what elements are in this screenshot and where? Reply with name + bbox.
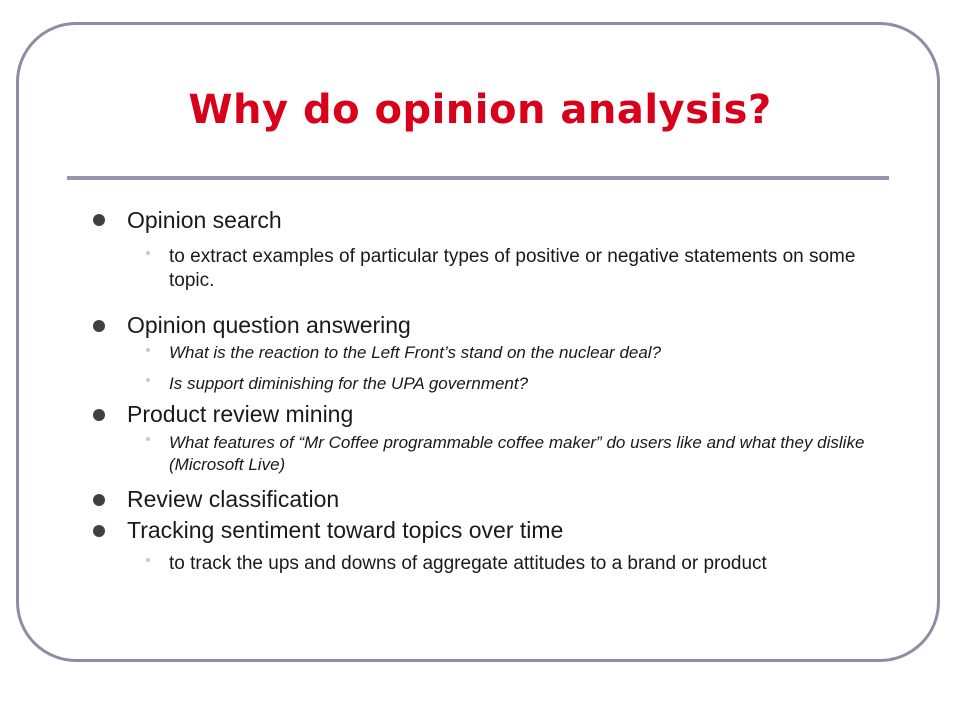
sub-bullet-icon: [146, 558, 150, 562]
sub-item: to track the ups and downs of aggregate attitudes to a brand or product: [169, 553, 767, 574]
sub-bullet-icon: [146, 378, 150, 382]
bullet-icon: [93, 214, 105, 226]
sub-item: Is support diminishing for the UPA government?: [169, 374, 529, 393]
bullet-item-product-review-mining: Product review mining: [127, 401, 354, 427]
sub-item: What is the reaction to the Left Front’s stand on the nuclear deal?: [169, 343, 662, 362]
sub-bullet-icon: [146, 437, 150, 441]
sub-item: What features of “Mr Coffee programmable coffee maker” do users like and what they dislike (Microsoft Live): [169, 433, 865, 474]
sub-bullet-icon: [146, 251, 150, 255]
bullet-icon: [93, 525, 105, 537]
bullet-icon: [93, 494, 105, 506]
bullet-icon: [93, 320, 105, 332]
bullet-icon: [93, 409, 105, 421]
bullet-item-tracking-sentiment: Tracking sentiment toward topics over time: [127, 517, 564, 543]
bullet-item-opinion-search: Opinion search: [127, 207, 282, 233]
sub-item: to extract examples of particular types of positive or negative statements on some topic.: [169, 246, 856, 291]
bullet-item-opinion-question-answering: Opinion question answering: [127, 312, 411, 338]
bullet-item-review-classification: Review classification: [127, 486, 340, 512]
slide-title: Why do opinion analysis?: [188, 87, 772, 133]
sub-bullet-icon: [146, 348, 150, 352]
